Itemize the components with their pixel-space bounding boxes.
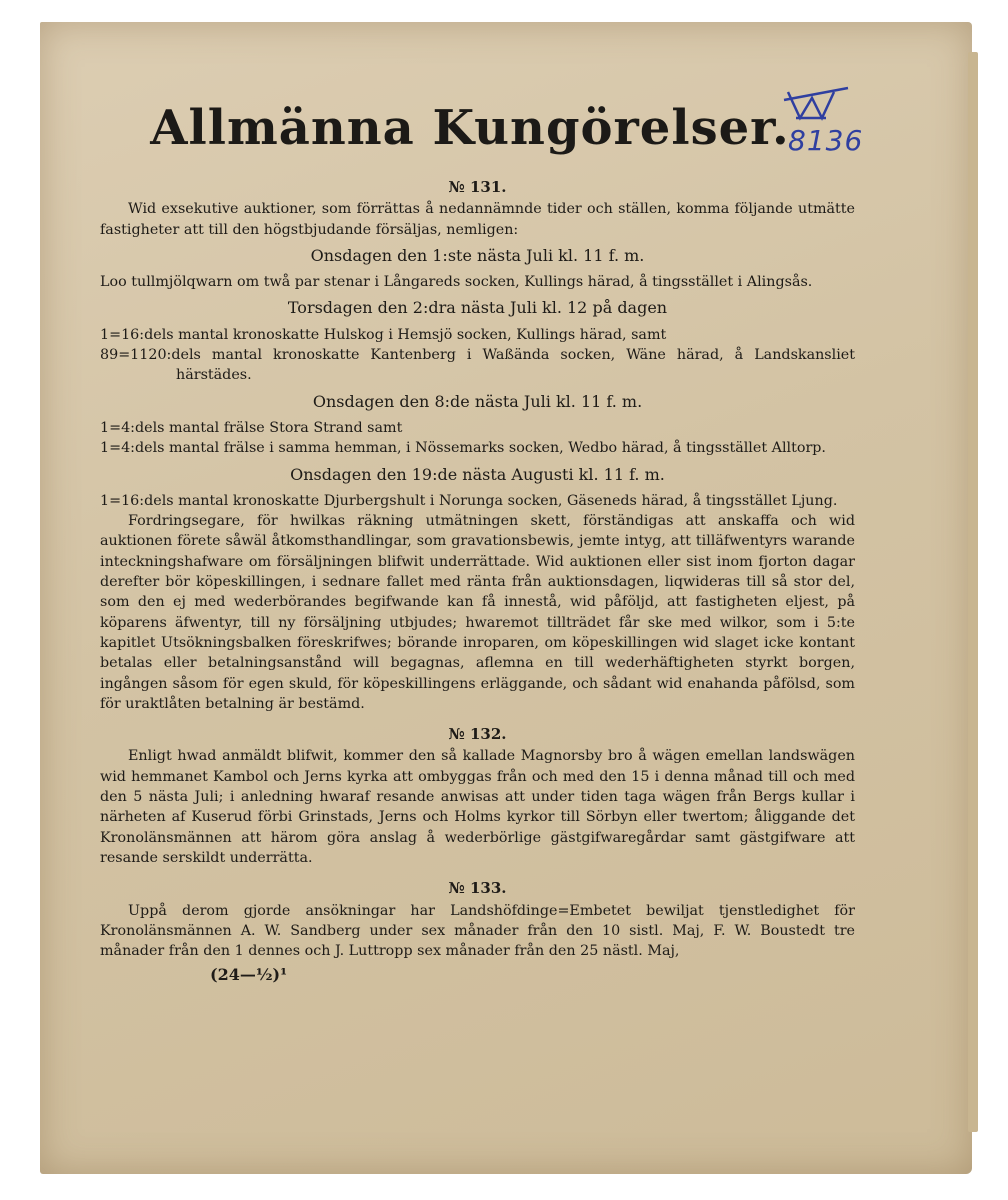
auction-date: Onsdagen den 1:ste nästa Juli kl. 11 f. m. <box>310 245 645 265</box>
notice-number: № 133. <box>448 879 507 898</box>
auction-date: Torsdagen den 2:dra nästa Juli kl. 12 på dagen <box>287 298 668 318</box>
notice-intro: Wid exsekutive auktioner, som förrättas å nedannämnde tider och ställen, komma följande utmätte fastigheter att till den högstbjudande försäljas, nemligen: <box>100 201 855 238</box>
notice-body: Fordringsegare, för hwilkas räkning utmätningen skett, förständigas att anskaffa och wid auktionen förete såwäl åtkomsthandlingar, som gravationsbewis, jemte intyg, att tilläfwentyrs warande inteckningshafware om försäljningen blifwit underrättade. Wid auktionen eller sist inom fjorton dagar derefter bör köpeskillingen, i sednare fallet med ränta från auktionsdagen, liqwideras till så stor del, som den ej med wederbörandes begifwande kan få innestå, wid påföljd, att fastigheten eljest, på köparens äfwentyr, till ny försäljning utbjudes; hwaremot tillträdet får ske med wilkor, som i 5:te kapitlet Utsökningsbalken föreskrifwes; börande inroparen, om köpeskillingen wid slaget icke kontant betalas eller betalningsanstånd will begagnas, aflemna en till wederhäftigheten styrkt borgen, ingången såsom för egen skuld, för köpeskillingens erläggande, och sådant wid enahanda påfölsd, som för uraktlåten betalning är bestämd. <box>100 513 855 712</box>
auction-item: 1=16:dels mantal kronoskatte Hulskog i Hemsjö socken, Kullings härad, samt <box>100 326 667 343</box>
notice-number: № 131. <box>448 178 507 196</box>
auction-item: 1=16:dels mantal kronoskatte Djurbergshult i Norunga socken, Gäseneds härad, å tingsstället Ljung. <box>100 492 838 509</box>
notice-number: № 132. <box>448 725 507 744</box>
notice-body: Enligt hwad anmäldt blifwit, kommer den så kallade Magnorsby bro å wägen emellan landswägen wid hemmanet Kambol och Jerns kyrka att ombyggas från och med den 15 i denna månad till och med den 5 nästa Juli; i anledning hwaraf resande anwisas att under tiden taga wägen från Bergs kullar i närheten af Kuserud förbi Grinstads, Jerns och Holms kyrkor till Sörbyn eller twertom; åliggande det Kronolänsmännen att härom göra anslag å wederbörlige gästgifwaregårdar samt gästgifware att resande serskildt underrätta. <box>100 748 855 866</box>
auction-item: 1=4:dels mantal frälse i samma hemman, i Nössemarks socken, Wedbo härad, å tingsstället Alltorp. <box>100 440 826 457</box>
auction-date: Onsdagen den 8:de nästa Juli kl. 11 f. m. <box>312 391 643 411</box>
auction-item: 1=4:dels mantal frälse Stora Strand samt <box>100 419 403 436</box>
auction-date: Onsdagen den 19:de nästa Augusti kl. 11 f. m. <box>290 464 665 484</box>
page-signature: (24—½)¹ <box>210 965 288 985</box>
archive-number: 8136 <box>788 124 864 157</box>
page-title: Allmänna Kungörelser. <box>150 100 790 156</box>
auction-item: 89=1120:dels mantal kronoskatte Kantenberg i Waßända socken, Wäne härad, å Landskansliet härstädes. <box>100 347 855 384</box>
notice-body: Uppå derom gjorde ansökningar har Landshöfdinge=Embetet bewiljat tjenstledighet för Kronolänsmännen A. W. Sandberg under sex månader från den 10 sistl. Maj, F. W. Boustedt tre månader från den 1 dennes och J. Luttropp sex månader från den 25 nästl. Maj, <box>100 902 855 960</box>
auction-item: Loo tullmjölqwarn om twå par stenar i Långareds socken, Kullings härad, å tingsstället i Alingsås. <box>100 274 813 291</box>
document-body <box>100 175 855 986</box>
